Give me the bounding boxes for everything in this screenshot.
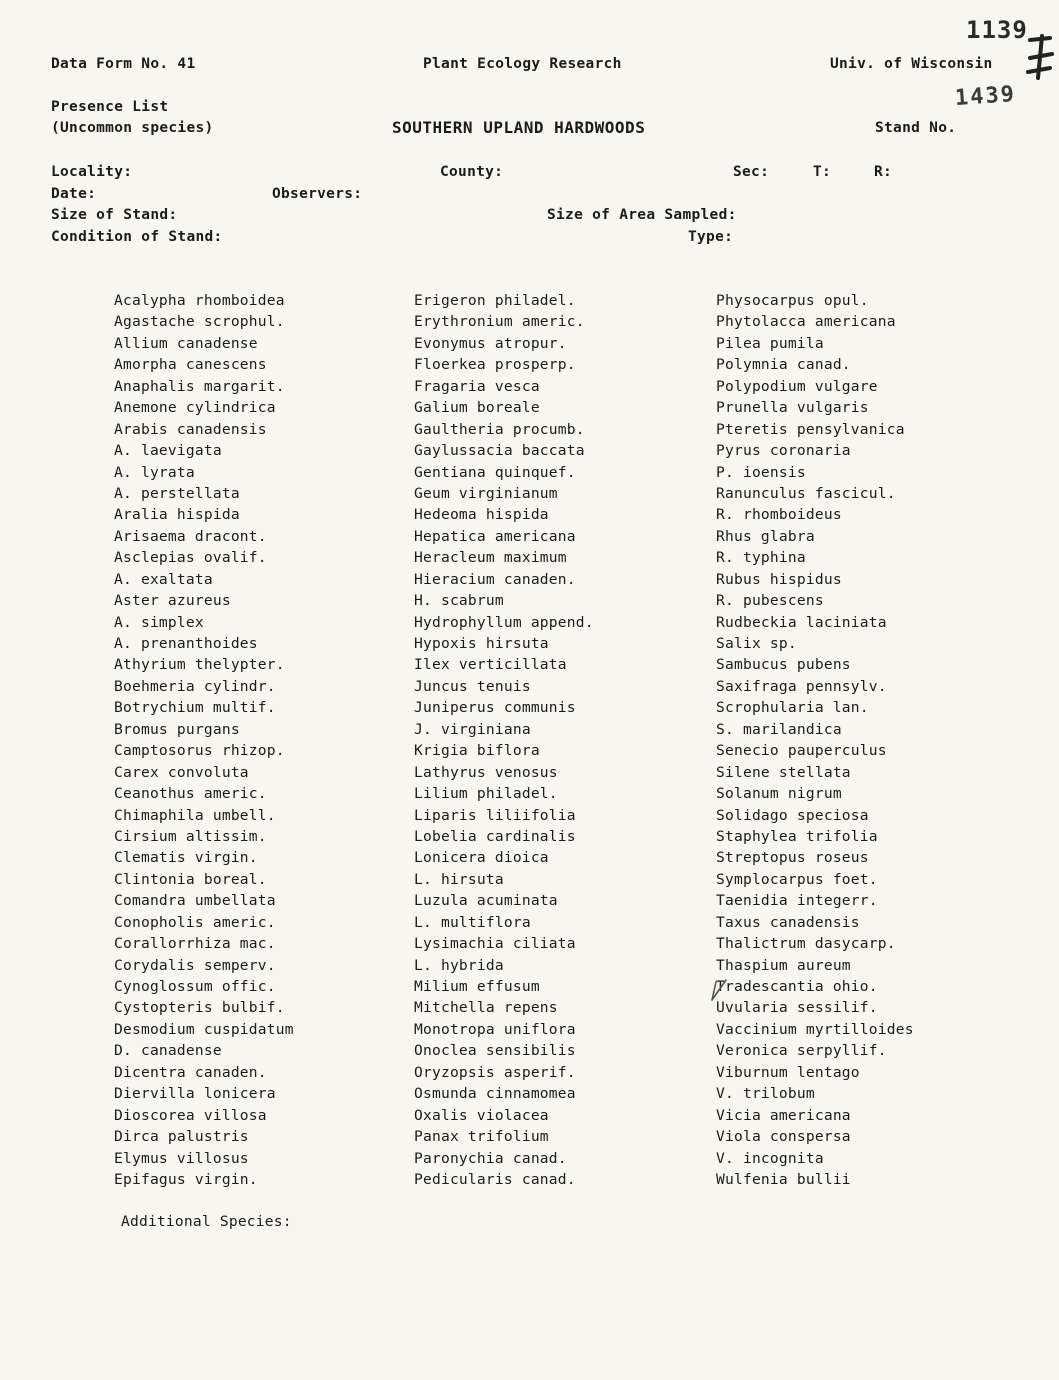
species-item: S. marilandica bbox=[716, 720, 842, 738]
section-field: Sec: bbox=[733, 164, 770, 180]
species-item: L. hirsuta bbox=[414, 870, 504, 888]
species-item: Oxalis violacea bbox=[414, 1106, 549, 1124]
species-item: Galium boreale bbox=[414, 399, 540, 417]
species-item: Rudbeckia laciniata bbox=[716, 613, 887, 631]
species-item: Floerkea prosperp. bbox=[414, 356, 576, 374]
species-item: Pedicularis canad. bbox=[414, 1170, 576, 1188]
species-item: Viburnum lentago bbox=[716, 1063, 860, 1081]
species-item: Carex convoluta bbox=[114, 763, 249, 781]
species-item: Erigeron philadel. bbox=[414, 292, 576, 309]
species-item: Ilex verticillata bbox=[414, 656, 567, 674]
range-field: R: bbox=[874, 164, 893, 180]
additional-species-label: Additional Species: bbox=[121, 1213, 292, 1230]
species-item: Agastache scrophul. bbox=[114, 313, 285, 331]
species-column-1 bbox=[114, 290, 294, 1190]
species-item: Gaylussacia baccata bbox=[414, 442, 585, 460]
species-item: Athyrium thelypter. bbox=[114, 656, 285, 674]
species-item: Boehmeria cylindr. bbox=[114, 677, 276, 695]
species-item: Diervilla lonicera bbox=[114, 1085, 276, 1103]
presence-list-label: Presence List bbox=[51, 99, 169, 115]
size-of-stand-field: Size of Stand: bbox=[51, 207, 178, 223]
species-item: Chimaphila umbell. bbox=[114, 806, 276, 824]
species-item: Taenidia integerr. bbox=[716, 892, 878, 910]
species-item: L. hybrida bbox=[414, 956, 504, 974]
species-item: R. typhina bbox=[716, 549, 806, 567]
county-field: County: bbox=[440, 164, 504, 180]
species-item: Uvularia sessilif. bbox=[716, 999, 878, 1017]
species-item: Elymus villosus bbox=[114, 1149, 249, 1167]
species-column-2 bbox=[414, 290, 594, 1190]
species-item: Physocarpus opul. bbox=[716, 292, 869, 309]
species-item: Heracleum maximum bbox=[414, 549, 567, 567]
species-item: Lathyrus venosus bbox=[414, 763, 558, 781]
species-item: Panax trifolium bbox=[414, 1128, 549, 1146]
species-item: Salix sp. bbox=[716, 635, 797, 652]
species-item: Botrychium multif. bbox=[114, 699, 276, 717]
species-item: A. laevigata bbox=[114, 442, 222, 460]
species-item: Evonymus atropur. bbox=[414, 334, 567, 352]
township-field: T: bbox=[813, 164, 832, 180]
species-item: A. lyrata bbox=[114, 463, 195, 481]
species-item: Pyrus coronaria bbox=[716, 442, 851, 460]
species-item: Polymnia canad. bbox=[716, 356, 851, 374]
species-item: Hepatica americana bbox=[414, 527, 576, 545]
species-item: Staphylea trifolia bbox=[716, 827, 878, 845]
species-item: Paronychia canad. bbox=[414, 1149, 567, 1167]
species-item: Erythronium americ. bbox=[414, 313, 585, 331]
species-item: Asclepias ovalif. bbox=[114, 549, 267, 567]
species-item: Allium canadense bbox=[114, 334, 258, 352]
species-item: Vicia americana bbox=[716, 1106, 851, 1124]
species-item: Vaccinium myrtilloides bbox=[716, 1020, 914, 1038]
species-item: L. multiflora bbox=[414, 913, 531, 931]
species-item: Corydalis semperv. bbox=[114, 956, 276, 974]
species-item: Rhus glabra bbox=[716, 527, 815, 545]
species-item: Gaultheria procumb. bbox=[414, 420, 585, 438]
species-item: Polypodium vulgare bbox=[716, 377, 878, 395]
species-item: Thalictrum dasycarp. bbox=[716, 935, 896, 953]
form-number: Data Form No. 41 bbox=[51, 56, 196, 72]
species-item: Solidago speciosa bbox=[716, 806, 869, 824]
species-item: Clematis virgin. bbox=[114, 849, 258, 867]
species-item: A. prenanthoides bbox=[114, 635, 258, 652]
species-item: Solanum nigrum bbox=[716, 785, 842, 803]
species-item: Tradescantia ohio. bbox=[716, 978, 878, 995]
species-item: Milium effusum bbox=[414, 978, 540, 995]
species-item: Pilea pumila bbox=[716, 334, 824, 352]
species-item: Phytolacca americana bbox=[716, 313, 896, 331]
species-item: J. virginiana bbox=[414, 720, 531, 738]
species-item: Saxifraga pennsylv. bbox=[716, 677, 887, 695]
species-item: Silene stellata bbox=[716, 763, 851, 781]
species-item: A. perstellata bbox=[114, 484, 240, 502]
type-field: Type: bbox=[688, 229, 734, 245]
species-item: Juniperus communis bbox=[414, 699, 576, 717]
species-item: A. exaltata bbox=[114, 570, 213, 588]
species-item: Ranunculus fascicul. bbox=[716, 484, 896, 502]
species-item: Lysimachia ciliata bbox=[414, 935, 576, 953]
species-item: Krigia biflora bbox=[414, 742, 540, 760]
species-item: Bromus purgans bbox=[114, 720, 240, 738]
species-item: Viola conspersa bbox=[716, 1128, 851, 1146]
species-item: Camptosorus rhizop. bbox=[114, 742, 285, 760]
species-item: Comandra umbellata bbox=[114, 892, 276, 910]
species-item: Cynoglossum offic. bbox=[114, 978, 276, 995]
stamp-number-top: 1139 bbox=[966, 16, 1028, 44]
species-item: Veronica serpyllif. bbox=[716, 1042, 887, 1060]
species-item: Symplocarpus foet. bbox=[716, 870, 878, 888]
check-mark-icon bbox=[708, 978, 730, 1004]
species-item: Ceanothus americ. bbox=[114, 785, 267, 803]
species-item: Epifagus virgin. bbox=[114, 1170, 258, 1188]
species-item: Corallorrhiza mac. bbox=[114, 935, 276, 953]
uncommon-species-label: (Uncommon species) bbox=[51, 120, 214, 136]
species-item: Conopholis americ. bbox=[114, 913, 276, 931]
species-item: Liparis liliifolia bbox=[414, 806, 576, 824]
species-item: Dioscorea villosa bbox=[114, 1106, 267, 1124]
species-item: Dicentra canaden. bbox=[114, 1063, 267, 1081]
species-item: D. canadense bbox=[114, 1042, 222, 1060]
species-item: Hieracium canaden. bbox=[414, 570, 576, 588]
species-item: Aralia hispida bbox=[114, 506, 240, 524]
species-item: Senecio pauperculus bbox=[716, 742, 887, 760]
species-item: Rubus hispidus bbox=[716, 570, 842, 588]
species-item: R. pubescens bbox=[716, 592, 824, 610]
species-item: P. ioensis bbox=[716, 463, 806, 481]
species-item: Arisaema dracont. bbox=[114, 527, 267, 545]
species-item: Scrophularia lan. bbox=[716, 699, 869, 717]
species-item: Geum virginianum bbox=[414, 484, 558, 502]
species-column-3 bbox=[716, 290, 914, 1190]
species-item: Acalypha rhomboidea bbox=[114, 292, 285, 309]
species-item: Arabis canadensis bbox=[114, 420, 267, 438]
stand-number-label: Stand No. bbox=[875, 120, 957, 136]
species-item: Desmodium cuspidatum bbox=[114, 1020, 294, 1038]
species-item: A. simplex bbox=[114, 613, 204, 631]
species-item: Prunella vulgaris bbox=[716, 399, 869, 417]
species-item: Osmunda cinnamomea bbox=[414, 1085, 576, 1103]
species-item: Lobelia cardinalis bbox=[414, 827, 576, 845]
locality-field: Locality: bbox=[51, 164, 133, 180]
species-item: Aster azureus bbox=[114, 592, 231, 610]
species-item: Wulfenia bullii bbox=[716, 1170, 851, 1188]
species-item: Cystopteris bulbif. bbox=[114, 999, 285, 1017]
species-item: Luzula acuminata bbox=[414, 892, 558, 910]
species-item: Pteretis pensylvanica bbox=[716, 420, 905, 438]
species-item: Hypoxis hirsuta bbox=[414, 635, 549, 652]
species-item: Cirsium altissim. bbox=[114, 827, 267, 845]
species-item: H. scabrum bbox=[414, 592, 504, 610]
species-item: Hydrophyllum append. bbox=[414, 613, 594, 631]
stamp-number-bottom: 1439 bbox=[954, 81, 1017, 112]
species-item: Anaphalis margarit. bbox=[114, 377, 285, 395]
organization: Plant Ecology Research bbox=[423, 56, 622, 72]
university: Univ. of Wisconsin bbox=[830, 56, 993, 72]
species-item: Hedeoma hispida bbox=[414, 506, 549, 524]
condition-of-stand-field: Condition of Stand: bbox=[51, 229, 223, 245]
species-item: Fragaria vesca bbox=[414, 377, 540, 395]
species-item: Clintonia boreal. bbox=[114, 870, 267, 888]
observers-field: Observers: bbox=[272, 186, 363, 202]
species-item: Gentiana quinquef. bbox=[414, 463, 576, 481]
species-item: Dirca palustris bbox=[114, 1128, 249, 1146]
species-item: Sambucus pubens bbox=[716, 656, 851, 674]
species-item: V. trilobum bbox=[716, 1085, 815, 1103]
species-item: Amorpha canescens bbox=[114, 356, 267, 374]
species-item: Taxus canadensis bbox=[716, 913, 860, 931]
handwritten-mark-icon bbox=[1024, 32, 1058, 82]
species-item: R. rhomboideus bbox=[716, 506, 842, 524]
species-item: Juncus tenuis bbox=[414, 677, 531, 695]
species-item: Lilium philadel. bbox=[414, 785, 558, 803]
species-item: Oryzopsis asperif. bbox=[414, 1063, 576, 1081]
size-of-area-field: Size of Area Sampled: bbox=[547, 207, 737, 223]
species-item: Anemone cylindrica bbox=[114, 399, 276, 417]
species-item: Monotropa uniflora bbox=[414, 1020, 576, 1038]
page-title: SOUTHERN UPLAND HARDWOODS bbox=[392, 118, 646, 137]
species-item: Thaspium aureum bbox=[716, 956, 851, 974]
species-item: Mitchella repens bbox=[414, 999, 558, 1017]
date-field: Date: bbox=[51, 186, 97, 202]
species-item: Onoclea sensibilis bbox=[414, 1042, 576, 1060]
species-item: V. incognita bbox=[716, 1149, 824, 1167]
species-item: Lonicera dioica bbox=[414, 849, 549, 867]
species-item: Streptopus roseus bbox=[716, 849, 869, 867]
